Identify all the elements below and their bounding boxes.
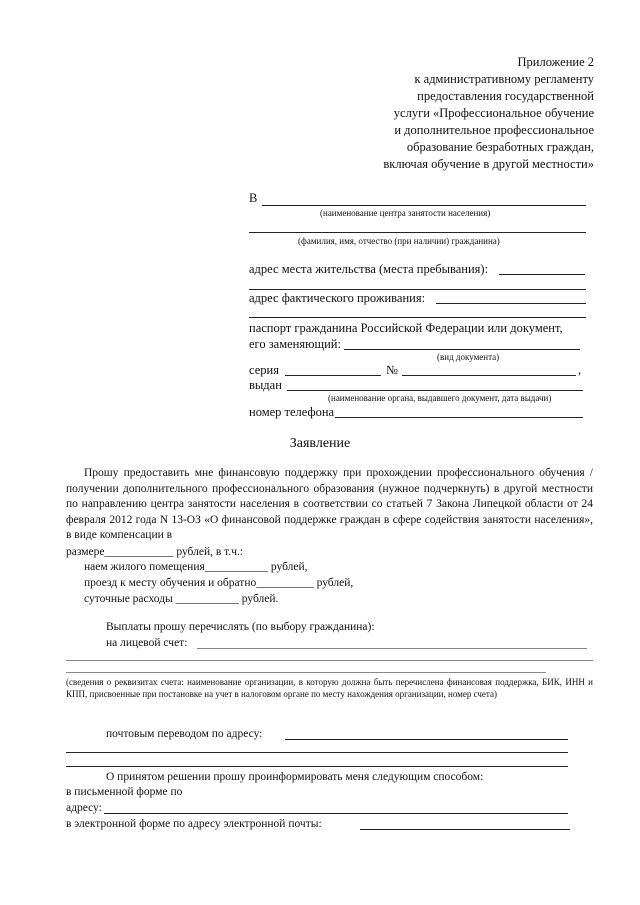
residence-field[interactable] <box>499 274 585 275</box>
issued-label: выдан <box>249 378 282 392</box>
to-prefix: В <box>249 191 258 205</box>
actual-address-field-2[interactable] <box>249 317 586 318</box>
residence-label: адрес места жительства (места пребывания): <box>249 262 489 276</box>
center-name-field[interactable] <box>262 205 586 206</box>
travel-line: проезд к месту обучения и обратно__________ рублей, <box>84 577 354 589</box>
number-label: № <box>386 363 398 377</box>
email-field[interactable] <box>360 829 570 830</box>
appendix-line: и дополнительное профессиональное <box>394 123 594 137</box>
number-field[interactable] <box>402 375 576 376</box>
appendix-line: к административному регламенту <box>414 72 594 86</box>
issued-field[interactable] <box>287 390 583 391</box>
account-field[interactable] <box>197 648 587 649</box>
phone-field[interactable] <box>335 417 583 418</box>
inform-line: О принятом решении прошу проинформировать меня следующим способом: <box>106 771 484 783</box>
payout-line: Выплаты прошу перечислять (по выбору гражданина): <box>106 621 375 633</box>
postal-label: почтовым переводом по адресу: <box>106 728 263 740</box>
account-field-3[interactable] <box>66 672 546 673</box>
residence-field-2[interactable] <box>249 289 586 290</box>
appendix-line: образование безработных граждан, <box>406 140 594 154</box>
written-line: в письменной форме по <box>66 786 183 798</box>
phone-label: номер телефона <box>249 405 335 419</box>
hint-center: (наименование центра занятости населения) <box>320 208 491 218</box>
fio-field[interactable] <box>249 232 586 233</box>
postal-field[interactable] <box>285 739 568 740</box>
doc-type-field[interactable] <box>344 349 580 350</box>
hint-doc-type: (вид документа) <box>437 352 500 362</box>
series-label: серия <box>249 363 279 377</box>
passport-label-2: его заменяющий: <box>249 337 341 351</box>
passport-label-1: паспорт гражданина Российской Федерации или документ, <box>249 321 563 335</box>
address-field[interactable] <box>104 813 568 814</box>
email-label: в электронной форме по адресу электронной почты: <box>66 818 322 830</box>
appendix-line: Приложение 2 <box>517 55 594 69</box>
appendix-line: услуги «Профессиональное обучение <box>393 106 594 120</box>
document-title: Заявление <box>289 436 351 451</box>
actual-address-field[interactable] <box>436 303 586 304</box>
housing-line: наем жилого помещения___________ рублей, <box>84 561 308 573</box>
account-label: на лицевой счет: <box>106 637 188 649</box>
actual-address-label: адрес фактического проживания: <box>249 291 426 305</box>
size-line: размере____________ рублей, в т.ч.: <box>66 546 244 558</box>
daily-line: суточные расходы ___________ рублей. <box>84 593 279 605</box>
address-label: адресу: <box>66 802 102 814</box>
request-paragraph: Прошу предоставить мне финансовую поддержку при прохождении профессионального обучения / получении дополнительного профессионального образования (нужное подчеркнуть) в другой местности по направлению центра занятости населения в соответствии со статьей 7 Закона Липецкой области от 24 февраля 2012 года N 13-ОЗ «О финансовой поддержке граждан в сфере содействия занятости населения», в виде компенсации в <box>66 467 593 542</box>
comma: , <box>578 363 582 377</box>
account-field-2[interactable] <box>66 660 593 661</box>
series-field[interactable] <box>285 375 381 376</box>
postal-field-3[interactable] <box>66 766 568 767</box>
account-hint: (сведения о реквизитах счета: наименование организации, в которую должна быть перечислена финансовая поддержка, БИК, ИНН и КПП, присвоенные при постановке на учет в налоговом органе по месту нахождения организации, номер счета) <box>66 677 593 699</box>
appendix-line: включая обучение в другой местности» <box>383 157 594 171</box>
postal-field-2[interactable] <box>66 752 568 753</box>
hint-fio: (фамилия, имя, отчество (при наличии) гражданина) <box>298 236 500 246</box>
hint-issuer: (наименование органа, выдавшего документ, дата выдачи) <box>328 393 552 403</box>
appendix-line: предоставления государственной <box>417 89 594 103</box>
